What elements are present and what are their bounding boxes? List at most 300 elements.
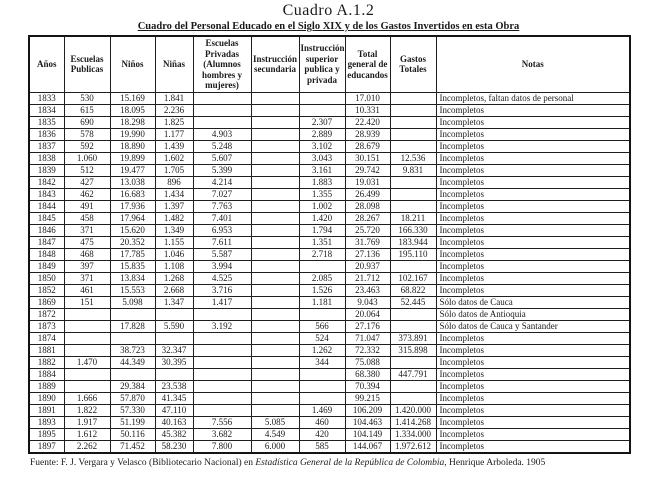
cell-instruccion-superior: 1.002 — [299, 200, 345, 212]
cell-instruccion-superior: 1.420 — [299, 212, 345, 224]
cell-instruccion-superior: 460 — [299, 416, 345, 428]
cell-gastos-totales: 1.414.268 — [390, 416, 436, 428]
cell-notas: Incompletos — [436, 140, 630, 152]
cell-gastos-totales — [390, 188, 436, 200]
cell-total-educandos: 28.098 — [345, 200, 390, 212]
cell-notas: Incompletos — [436, 248, 630, 260]
cell-instruccion-superior: 2.307 — [299, 116, 345, 128]
cell-gastos-totales: 9.831 — [390, 164, 436, 176]
cell-ninas: 5.590 — [155, 320, 193, 332]
cell-instruccion-secundaria — [251, 188, 299, 200]
cell-total-educandos: 29.742 — [345, 164, 390, 176]
cell-gastos-totales: 166.330 — [390, 224, 436, 236]
cell-instruccion-superior — [299, 260, 345, 272]
table-row — [29, 404, 630, 416]
cell-total-educandos: 28.679 — [345, 140, 390, 152]
cell-escuelas-publicas: 1.822 — [64, 404, 110, 416]
table-row — [29, 272, 630, 284]
cell-total-educandos: 104.463 — [345, 416, 390, 428]
cell-ninas: 41.345 — [155, 392, 193, 404]
cell-anos: 1890 — [29, 392, 64, 404]
cell-escuelas-publicas: 461 — [64, 284, 110, 296]
cell-instruccion-secundaria — [251, 176, 299, 188]
cell-gastos-totales — [390, 116, 436, 128]
cell-instruccion-superior: 1.262 — [299, 344, 345, 356]
cell-ninas: 32.347 — [155, 344, 193, 356]
cell-ninos: 18.890 — [110, 140, 155, 152]
header-row — [29, 36, 630, 92]
column-header-escuelas-publicas: Escuelas Publicas — [64, 36, 110, 92]
cell-instruccion-secundaria — [251, 296, 299, 308]
cell-ninas: 1.046 — [155, 248, 193, 260]
cell-notas: Incompletos — [436, 152, 630, 164]
cell-total-educandos: 31.769 — [345, 236, 390, 248]
cell-notas: Incompletos — [436, 284, 630, 296]
cell-total-educandos: 28.267 — [345, 212, 390, 224]
cell-notas: Incompletos — [436, 344, 630, 356]
cell-notas: Incompletos — [436, 368, 630, 380]
cell-anos: 1833 — [29, 92, 64, 104]
cell-notas: Incompletos — [436, 236, 630, 248]
cell-anos: 1835 — [29, 116, 64, 128]
cell-notas: Incompletos — [436, 392, 630, 404]
cell-escuelas-privadas — [193, 380, 251, 392]
cell-escuelas-privadas: 6.953 — [193, 224, 251, 236]
cell-total-educandos: 71.047 — [345, 332, 390, 344]
cell-gastos-totales — [390, 140, 436, 152]
cell-ninos: 5.098 — [110, 296, 155, 308]
cell-ninos: 19.899 — [110, 152, 155, 164]
cell-instruccion-superior: 420 — [299, 428, 345, 440]
cell-ninas — [155, 332, 193, 344]
cell-instruccion-superior — [299, 392, 345, 404]
cell-instruccion-secundaria — [251, 224, 299, 236]
source-citation-prefix: Fuente: F. J. Vergara y Velasco (Bibliotecario Nacional) en — [30, 457, 256, 468]
cell-instruccion-superior — [299, 308, 345, 320]
cell-total-educandos: 30.151 — [345, 152, 390, 164]
cell-ninas: 896 — [155, 176, 193, 188]
source-citation-suffix: , Henrique Arboleda. 1905 — [444, 457, 546, 468]
cell-escuelas-publicas: 458 — [64, 212, 110, 224]
table-row — [29, 140, 630, 152]
cell-ninos — [110, 332, 155, 344]
cell-ninos: 16.683 — [110, 188, 155, 200]
cell-gastos-totales — [390, 104, 436, 116]
source-citation — [30, 457, 657, 469]
cell-instruccion-superior: 1.469 — [299, 404, 345, 416]
cell-escuelas-privadas — [193, 392, 251, 404]
cell-ninos: 15.620 — [110, 224, 155, 236]
cell-escuelas-publicas: 512 — [64, 164, 110, 176]
cell-ninas: 40.163 — [155, 416, 193, 428]
cell-notas: Incompletos — [436, 212, 630, 224]
cell-gastos-totales — [390, 260, 436, 272]
cell-instruccion-superior: 3.161 — [299, 164, 345, 176]
cell-escuelas-privadas — [193, 404, 251, 416]
cell-escuelas-publicas — [64, 344, 110, 356]
cell-gastos-totales: 1.972.612 — [390, 440, 436, 453]
cell-escuelas-publicas: 1.612 — [64, 428, 110, 440]
cell-instruccion-secundaria: 6.000 — [251, 440, 299, 453]
cell-ninos: 51.199 — [110, 416, 155, 428]
cell-total-educandos: 72.332 — [345, 344, 390, 356]
cell-instruccion-secundaria — [251, 308, 299, 320]
cell-ninos: 44.349 — [110, 356, 155, 368]
table-row — [29, 248, 630, 260]
cell-instruccion-secundaria — [251, 248, 299, 260]
cell-escuelas-privadas: 4.903 — [193, 128, 251, 140]
cell-gastos-totales — [390, 308, 436, 320]
cell-instruccion-secundaria — [251, 368, 299, 380]
cell-escuelas-publicas: 2.262 — [64, 440, 110, 453]
cell-instruccion-secundaria: 4.549 — [251, 428, 299, 440]
cell-escuelas-publicas: 592 — [64, 140, 110, 152]
cell-ninas — [155, 368, 193, 380]
cell-escuelas-privadas — [193, 116, 251, 128]
cell-gastos-totales — [390, 320, 436, 332]
cell-anos: 1847 — [29, 236, 64, 248]
cell-escuelas-publicas — [64, 332, 110, 344]
cell-instruccion-superior: 524 — [299, 332, 345, 344]
cell-ninos: 15.553 — [110, 284, 155, 296]
cell-escuelas-privadas: 3.682 — [193, 428, 251, 440]
cell-instruccion-superior: 3.043 — [299, 152, 345, 164]
cell-instruccion-secundaria — [251, 152, 299, 164]
cell-ninos: 17.828 — [110, 320, 155, 332]
page-title: Cuadro A.1.2 — [282, 2, 375, 19]
cell-instruccion-superior: 1.526 — [299, 284, 345, 296]
cell-escuelas-privadas: 3.192 — [193, 320, 251, 332]
cell-notas: Sólo datos de Cauca — [436, 296, 630, 308]
cell-ninas: 1.349 — [155, 224, 193, 236]
cell-total-educandos: 21.712 — [345, 272, 390, 284]
cell-escuelas-publicas: 397 — [64, 260, 110, 272]
table-row — [29, 344, 630, 356]
cell-notas: Sólo datos de Antioquia — [436, 308, 630, 320]
cell-total-educandos: 10.331 — [345, 104, 390, 116]
cell-instruccion-secundaria — [251, 344, 299, 356]
cell-instruccion-superior — [299, 368, 345, 380]
cell-anos: 1844 — [29, 200, 64, 212]
cell-instruccion-secundaria — [251, 116, 299, 128]
cell-instruccion-secundaria — [251, 356, 299, 368]
cell-total-educandos: 75.088 — [345, 356, 390, 368]
cell-instruccion-secundaria — [251, 236, 299, 248]
cell-escuelas-privadas: 5.248 — [193, 140, 251, 152]
cell-notas: Incompletos — [436, 416, 630, 428]
cell-gastos-totales — [390, 92, 436, 104]
cell-escuelas-privadas: 4.214 — [193, 176, 251, 188]
cell-escuelas-publicas: 475 — [64, 236, 110, 248]
cell-escuelas-privadas: 5.607 — [193, 152, 251, 164]
cell-instruccion-secundaria — [251, 128, 299, 140]
cell-gastos-totales: 12.536 — [390, 152, 436, 164]
cell-instruccion-secundaria — [251, 104, 299, 116]
cell-instruccion-superior: 2.718 — [299, 248, 345, 260]
cell-ninas: 1.434 — [155, 188, 193, 200]
table-row — [29, 356, 630, 368]
cell-instruccion-superior — [299, 104, 345, 116]
table-row — [29, 428, 630, 440]
cell-instruccion-secundaria — [251, 92, 299, 104]
cell-total-educandos: 68.380 — [345, 368, 390, 380]
cell-anos: 1869 — [29, 296, 64, 308]
cell-escuelas-privadas: 5.399 — [193, 164, 251, 176]
cell-instruccion-secundaria — [251, 140, 299, 152]
cell-escuelas-publicas: 468 — [64, 248, 110, 260]
cell-escuelas-publicas: 151 — [64, 296, 110, 308]
cell-total-educandos: 17.010 — [345, 92, 390, 104]
cell-notas: Incompletos — [436, 128, 630, 140]
column-header-notas: Notas — [436, 36, 630, 92]
cell-escuelas-privadas: 3.994 — [193, 260, 251, 272]
cell-anos: 1846 — [29, 224, 64, 236]
cell-ninas: 1.177 — [155, 128, 193, 140]
table-row — [29, 440, 630, 453]
column-header-gastos-totales: Gastos Totales — [390, 36, 436, 92]
cell-ninos: 15.835 — [110, 260, 155, 272]
cell-total-educandos: 28.939 — [345, 128, 390, 140]
column-header-escuelas-privadas: Escuelas Privadas (Alumnos hombres y mujeres) — [193, 36, 251, 92]
cell-ninas: 1.602 — [155, 152, 193, 164]
cell-total-educandos: 20.064 — [345, 308, 390, 320]
cell-instruccion-secundaria: 5.085 — [251, 416, 299, 428]
cell-notas: Incompletos — [436, 404, 630, 416]
cell-instruccion-superior: 1.883 — [299, 176, 345, 188]
cell-notas: Incompletos — [436, 356, 630, 368]
cell-instruccion-superior: 3.102 — [299, 140, 345, 152]
cell-escuelas-privadas: 4.525 — [193, 272, 251, 284]
cell-ninas: 2.668 — [155, 284, 193, 296]
cell-anos: 1882 — [29, 356, 64, 368]
cell-total-educandos: 19.031 — [345, 176, 390, 188]
cell-total-educandos: 144.067 — [345, 440, 390, 453]
table-row — [29, 200, 630, 212]
cell-ninos: 38.723 — [110, 344, 155, 356]
cell-notas: Incompletos — [436, 104, 630, 116]
cell-anos: 1872 — [29, 308, 64, 320]
cell-anos: 1843 — [29, 188, 64, 200]
cell-anos: 1848 — [29, 248, 64, 260]
cell-instruccion-superior: 344 — [299, 356, 345, 368]
cell-anos: 1850 — [29, 272, 64, 284]
table-row — [29, 392, 630, 404]
table-row — [29, 332, 630, 344]
cell-anos: 1834 — [29, 104, 64, 116]
cell-escuelas-privadas: 5.587 — [193, 248, 251, 260]
cell-notas: Incompletos — [436, 224, 630, 236]
cell-ninas: 23.538 — [155, 380, 193, 392]
cell-gastos-totales — [390, 200, 436, 212]
cell-gastos-totales: 195.110 — [390, 248, 436, 260]
personnel-education-table — [28, 35, 631, 454]
cell-escuelas-publicas: 615 — [64, 104, 110, 116]
cell-instruccion-superior: 1.351 — [299, 236, 345, 248]
cell-escuelas-publicas: 462 — [64, 188, 110, 200]
cell-ninos: 19.990 — [110, 128, 155, 140]
cell-escuelas-publicas: 578 — [64, 128, 110, 140]
cell-ninos: 17.936 — [110, 200, 155, 212]
table-row — [29, 128, 630, 140]
table-row — [29, 104, 630, 116]
cell-escuelas-privadas — [193, 356, 251, 368]
cell-gastos-totales: 1.420.000 — [390, 404, 436, 416]
cell-escuelas-privadas: 3.716 — [193, 284, 251, 296]
cell-total-educandos: 104.149 — [345, 428, 390, 440]
cell-instruccion-secundaria — [251, 404, 299, 416]
cell-anos: 1897 — [29, 440, 64, 453]
cell-instruccion-secundaria — [251, 320, 299, 332]
cell-instruccion-secundaria — [251, 380, 299, 392]
cell-notas: Incompletos — [436, 260, 630, 272]
cell-gastos-totales: 447.791 — [390, 368, 436, 380]
cell-instruccion-superior: 585 — [299, 440, 345, 453]
cell-gastos-totales: 102.167 — [390, 272, 436, 284]
table-row — [29, 236, 630, 248]
cell-gastos-totales: 18.211 — [390, 212, 436, 224]
cell-ninos: 71.452 — [110, 440, 155, 453]
cell-notas: Incompletos — [436, 440, 630, 453]
cell-instruccion-superior: 2.085 — [299, 272, 345, 284]
cell-escuelas-publicas: 371 — [64, 224, 110, 236]
cell-total-educandos: 26.499 — [345, 188, 390, 200]
cell-escuelas-privadas: 7.401 — [193, 212, 251, 224]
cell-escuelas-privadas: 7.763 — [193, 200, 251, 212]
cell-instruccion-superior: 1.355 — [299, 188, 345, 200]
cell-ninas: 1.439 — [155, 140, 193, 152]
cell-total-educandos: 25.720 — [345, 224, 390, 236]
cell-notas: Incompletos — [436, 188, 630, 200]
cell-escuelas-publicas: 530 — [64, 92, 110, 104]
table-row — [29, 176, 630, 188]
cell-total-educandos: 27.136 — [345, 248, 390, 260]
cell-escuelas-privadas — [193, 92, 251, 104]
cell-anos: 1845 — [29, 212, 64, 224]
cell-total-educandos: 9.043 — [345, 296, 390, 308]
cell-instruccion-superior: 566 — [299, 320, 345, 332]
cell-total-educandos: 27.176 — [345, 320, 390, 332]
cell-notas: Incompletos — [436, 116, 630, 128]
cell-ninas: 1.482 — [155, 212, 193, 224]
cell-escuelas-privadas: 7.556 — [193, 416, 251, 428]
cell-ninas — [155, 308, 193, 320]
table-row — [29, 296, 630, 308]
cell-ninos: 20.352 — [110, 236, 155, 248]
column-header-instruccion-secundaria: Instrucción secundaria — [251, 36, 299, 92]
source-citation-work-title: Estadística General de la República de Colombia — [255, 457, 445, 468]
cell-escuelas-publicas — [64, 320, 110, 332]
cell-anos: 1852 — [29, 284, 64, 296]
cell-notas: Incompletos, faltan datos de personal — [436, 92, 630, 104]
cell-ninos: 17.964 — [110, 212, 155, 224]
cell-ninos: 29.384 — [110, 380, 155, 392]
table-row — [29, 380, 630, 392]
cell-ninos: 50.116 — [110, 428, 155, 440]
table-row — [29, 284, 630, 296]
table-row — [29, 416, 630, 428]
cell-notas: Sólo datos de Cauca y Santander — [436, 320, 630, 332]
cell-ninas: 1.705 — [155, 164, 193, 176]
cell-anos: 1842 — [29, 176, 64, 188]
table-body — [29, 92, 630, 453]
cell-instruccion-secundaria — [251, 260, 299, 272]
cell-notas: Incompletos — [436, 176, 630, 188]
cell-escuelas-privadas: 7.800 — [193, 440, 251, 453]
cell-ninos: 18.095 — [110, 104, 155, 116]
table-row — [29, 260, 630, 272]
cell-escuelas-privadas: 1.417 — [193, 296, 251, 308]
cell-escuelas-publicas — [64, 380, 110, 392]
cell-total-educandos: 70.394 — [345, 380, 390, 392]
cell-instruccion-secundaria — [251, 284, 299, 296]
cell-gastos-totales: 52.445 — [390, 296, 436, 308]
cell-ninas: 1.108 — [155, 260, 193, 272]
cell-anos: 1836 — [29, 128, 64, 140]
cell-gastos-totales — [390, 392, 436, 404]
cell-gastos-totales — [390, 380, 436, 392]
cell-ninos: 18.298 — [110, 116, 155, 128]
cell-ninas: 1.268 — [155, 272, 193, 284]
table-row — [29, 368, 630, 380]
cell-ninos: 57.330 — [110, 404, 155, 416]
table-subtitle: Cuadro del Personal Educado en el Siglo XIX y de los Gastos Invertidos en esta Obra — [137, 21, 520, 32]
cell-instruccion-superior — [299, 380, 345, 392]
column-header-instruccion-superior: Instrucción superior publica y privada — [299, 36, 345, 92]
cell-gastos-totales — [390, 128, 436, 140]
table-row — [29, 152, 630, 164]
cell-escuelas-publicas: 1.666 — [64, 392, 110, 404]
cell-escuelas-publicas: 1.060 — [64, 152, 110, 164]
cell-gastos-totales: 68.822 — [390, 284, 436, 296]
cell-notas: Incompletos — [436, 428, 630, 440]
cell-gastos-totales: 373.891 — [390, 332, 436, 344]
column-header-ninos: Niños — [110, 36, 155, 92]
cell-anos: 1874 — [29, 332, 64, 344]
cell-notas: Incompletos — [436, 164, 630, 176]
cell-instruccion-superior: 1.794 — [299, 224, 345, 236]
cell-gastos-totales: 183.944 — [390, 236, 436, 248]
cell-total-educandos: 22.420 — [345, 116, 390, 128]
cell-escuelas-privadas: 7.027 — [193, 188, 251, 200]
cell-escuelas-publicas: 371 — [64, 272, 110, 284]
cell-ninas: 1.347 — [155, 296, 193, 308]
cell-instruccion-superior: 1.181 — [299, 296, 345, 308]
cell-instruccion-secundaria — [251, 392, 299, 404]
cell-instruccion-secundaria — [251, 200, 299, 212]
column-header-anos: Años — [29, 36, 64, 92]
table-row — [29, 224, 630, 236]
cell-ninas: 1.825 — [155, 116, 193, 128]
cell-ninos: 13.038 — [110, 176, 155, 188]
cell-escuelas-publicas: 1.470 — [64, 356, 110, 368]
cell-anos: 1895 — [29, 428, 64, 440]
cell-notas: Incompletos — [436, 200, 630, 212]
cell-ninos: 57.870 — [110, 392, 155, 404]
table-row — [29, 308, 630, 320]
cell-total-educandos: 106.209 — [345, 404, 390, 416]
cell-instruccion-secundaria — [251, 212, 299, 224]
cell-ninos — [110, 308, 155, 320]
cell-instruccion-secundaria — [251, 332, 299, 344]
cell-gastos-totales: 1.334.000 — [390, 428, 436, 440]
table-row — [29, 212, 630, 224]
cell-escuelas-publicas — [64, 308, 110, 320]
cell-anos: 1891 — [29, 404, 64, 416]
cell-ninas: 30.395 — [155, 356, 193, 368]
cell-ninos: 15.169 — [110, 92, 155, 104]
cell-ninas: 1.841 — [155, 92, 193, 104]
cell-escuelas-privadas — [193, 368, 251, 380]
